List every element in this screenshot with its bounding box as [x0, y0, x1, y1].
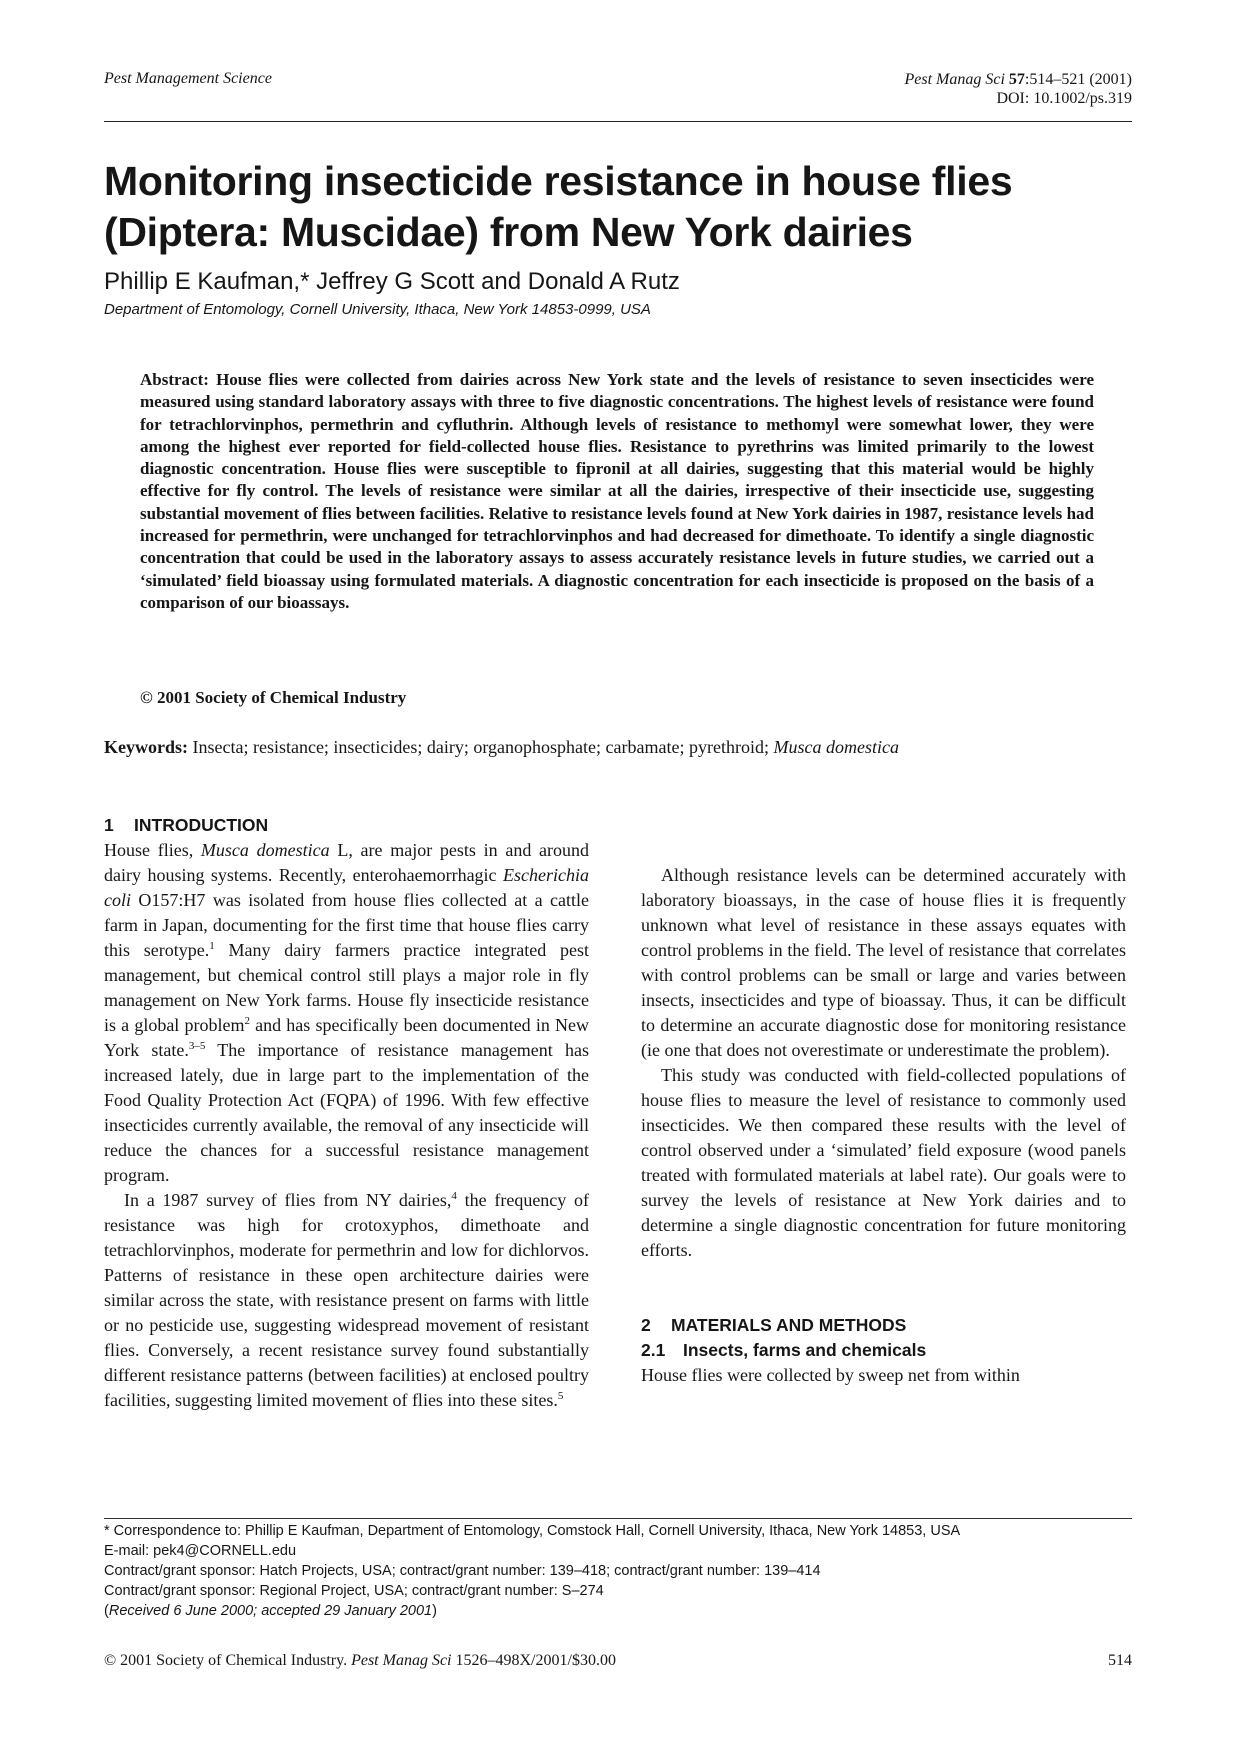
- citation-ref: 2: [244, 1015, 250, 1027]
- abstract-copyright: © 2001 Society of Chemical Industry: [140, 688, 407, 707]
- subsection-heading: [641, 1338, 1126, 1363]
- section-heading-introduction: [104, 813, 589, 838]
- citation-journal: Pest Manag Sci: [904, 71, 1005, 88]
- header-rule: [104, 121, 1132, 122]
- citation-ref: 3–5: [188, 1040, 206, 1052]
- citation-ref: 1: [209, 940, 215, 952]
- keywords-text: Insecta; resistance; insecticides; dairy; organophosphate; carbamate; pyrethroid;: [192, 737, 769, 757]
- footnotes: [104, 1521, 1134, 1621]
- paragraph: Although resistance levels can be determined accurately with laboratory bioassays, in the case of house flies it is frequently unknown what level of resistance in these assays equates with control problems in the field. The level of resistance that correlates with control problems can be small or large and varies between insects, insecticides and type of bioassay. Thus, it can be difficult to determine an accurate diagnostic dose for monitoring resistance (ie one that does not overestimate or underestimate the problem).: [641, 865, 1126, 1060]
- section-title: MATERIALS AND METHODS: [671, 1315, 907, 1335]
- affiliation: Department of Entomology, Cornell University, Ithaca, New York 14853-0999, USA: [104, 301, 651, 318]
- article-title: Monitoring insecticide resistance in house flies (Diptera: Muscidae) from New York dairies: [104, 158, 1013, 255]
- running-header-citation: [904, 70, 1132, 108]
- section-number: 2: [641, 1315, 651, 1335]
- body-column-left: [104, 813, 589, 1413]
- footnote-received: (Received 6 June 2000; accepted 29 January 2001): [104, 1603, 437, 1619]
- abstract-label: Abstract:: [140, 370, 209, 389]
- footer-copyright: © 2001 Society of Chemical Industry. Pest Manag Sci 1526–498X/2001/$30.00: [104, 1652, 616, 1669]
- page-number: 514: [1108, 1652, 1132, 1669]
- keywords-label: Keywords:: [104, 737, 188, 757]
- citation-volume: 57: [1008, 71, 1025, 88]
- paragraph: In a 1987 survey of flies from NY dairies,$^4$ the frequency of resistance was high for crotoxyphos, dimethoate and tetrachlorvinphos, moderate for permethrin and low for dichlorvos. Patterns of resistance in these open architecture dairies were similar across the state, with resistance present on farms with little or no pesticide use, suggesting widespread movement of resistant flies. Conversely, a recent resistance survey found substantially different resistance patterns (between facilities) at enclosed poultry facilities, suggesting limited movement of flies into these sites.$^5$: [104, 1190, 589, 1410]
- citation-ref: 5: [557, 1390, 564, 1402]
- subsection-number: 2.1: [641, 1340, 666, 1360]
- section-title: INTRODUCTION: [134, 815, 269, 835]
- footnote-grant: Contract/grant sponsor: Hatch Projects, USA; contract/grant number: 139–418; contract/grant number: 139–414: [104, 1563, 821, 1579]
- keywords-species: Musca domestica: [773, 737, 899, 757]
- footnote-rule: [104, 1518, 1132, 1519]
- keywords: [104, 737, 899, 758]
- body-column-right: [641, 813, 1126, 1388]
- abstract: [140, 369, 1094, 614]
- paragraph: This study was conducted with field-collected populations of house flies to measure the level of resistance to commonly used insecticides. We then compared these results with the level of control observed under a ‘simulated’ field exposure (wood panels treated with formulated materials at label rate). Our goals were to survey the levels of resistance at New York dairies and to determine a single diagnostic concentration for future monitoring efforts.: [641, 1065, 1126, 1260]
- section-number: 1: [104, 815, 114, 835]
- footnote-grant: Contract/grant sponsor: Regional Project, USA; contract/grant number: S–274: [104, 1583, 604, 1599]
- footnote-email: E-mail: pek4@CORNELL.edu: [104, 1543, 297, 1559]
- running-header-journal: Pest Management Science: [104, 70, 272, 87]
- subsection-title: Insects, farms and chemicals: [683, 1340, 927, 1360]
- authors: Phillip E Kaufman,* Jeffrey G Scott and Donald A Rutz: [104, 268, 680, 295]
- citation-pages: :514–521 (2001): [1024, 71, 1132, 88]
- paragraph: House flies were collected by sweep net from within: [641, 1365, 1020, 1385]
- citation-ref: 4: [451, 1190, 457, 1202]
- paragraph: House flies, Musca domestica L, are major pests in and around dairy housing systems. Recently, enterohaemorrhagic Escherichia coli O157:H7 was isolated from house flies collected at a cattle farm in Japan, documenting for the first time that house flies carry this serotype.$^1$ Many dairy farmers practice integrated pest management, but chemical control still plays a major role in fly management on New York farms. House fly insecticide resistance is a global problem$^2$ and has specifically been documented in New York state.$^{3-5}$ The importance of resistance management has increased lately, due in large part to the implementation of the Food Quality Protection Act (FQPA) of 1996. With few effective insecticides currently available, the removal of any insecticide will reduce the chances for a successful resistance management program.: [104, 840, 590, 1185]
- footnote-correspondence: * Correspondence to: Phillip E Kaufman, Department of Entomology, Comstock Hall, Cornell University, Ithaca, New York 14853, USA: [104, 1523, 961, 1539]
- abstract-text: House flies were collected from dairies across New York state and the levels of resistance to seven insecticides were measured using standard laboratory assays with three to five diagnostic concentrations. The highest levels of resistance were found for tetrachlorvinphos, permethrin and cyfluthrin. Although levels of resistance to methomyl were somewhat lower, they were among the highest ever reported for field-collected house flies. Resistance to pyrethrins was limited primarily to the lowest diagnostic concentration. House flies were susceptible to fipronil at all dairies, suggesting that this material would be highly effective for fly control. The levels of resistance were similar at all the dairies, irrespective of their insecticide use, suggesting substantial movement of flies between facilities. Relative to resistance levels found at New York dairies in 1987, resistance levels had increased for permethrin, were unchanged for tetrachlorvinphos and had decreased for dimethoate. To identify a single diagnostic concentration that could be used in the laboratory assays to assess accurately resistance levels in future studies, we carried out a ‘simulated’ field bioassay using formulated materials. A diagnostic concentration for each insecticide is proposed on the basis of a comparison of our bioassays.: [140, 370, 1094, 612]
- section-heading-methods: [641, 1313, 1126, 1338]
- doi: DOI: 10.1002/ps.319: [996, 90, 1132, 107]
